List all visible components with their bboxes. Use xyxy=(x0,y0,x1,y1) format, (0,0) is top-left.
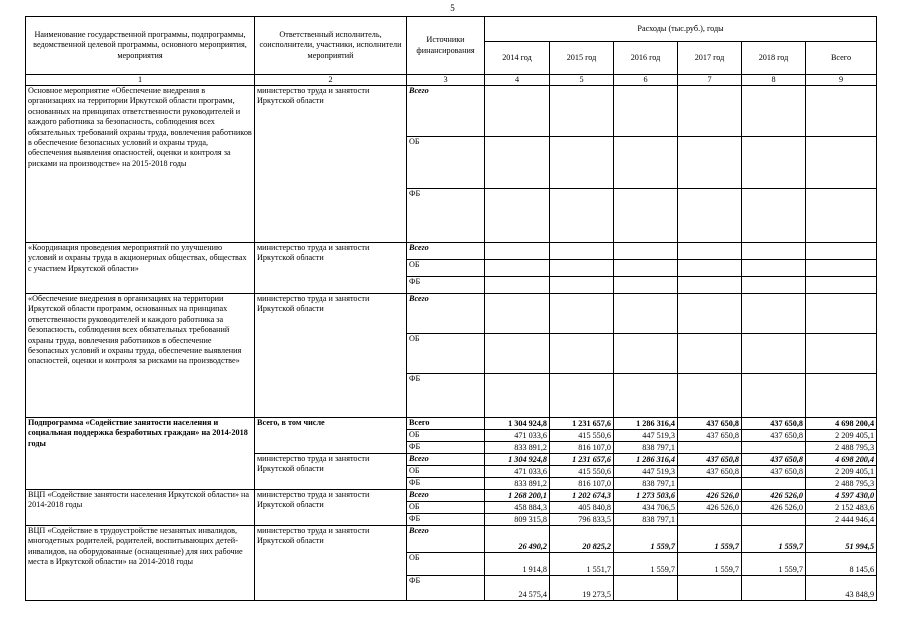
header-year-2016: 2016 год xyxy=(614,42,678,75)
value-cell: 809 315,8 xyxy=(485,514,550,526)
value-cell: 415 550,6 xyxy=(550,466,614,478)
value-cell: 1 559,7 xyxy=(614,526,678,553)
value-cell: 2 488 795,3 xyxy=(806,442,877,454)
value-cell: 447 519,3 xyxy=(614,466,678,478)
value-cell: 1 559,7 xyxy=(678,526,742,553)
value-cell: 1 231 657,6 xyxy=(550,418,614,430)
value-cell xyxy=(678,478,742,490)
source-fb: ФБ xyxy=(407,277,485,294)
source-total: Всего xyxy=(407,294,485,334)
source-fb: ФБ xyxy=(407,442,485,454)
source-total: Всего xyxy=(407,490,485,502)
row-executor: министерство труда и занятости Иркутской области xyxy=(255,294,407,418)
value-cell: 2 488 795,3 xyxy=(806,478,877,490)
value-cell: 1 559,7 xyxy=(742,526,806,553)
row-executor: министерство труда и занятости Иркутской области xyxy=(255,243,407,294)
value-cell: 1 231 657,6 xyxy=(550,454,614,466)
source-total: Всего xyxy=(407,86,485,137)
row-name: ВЦП «Содействие занятости населения Иркутской области» на 2014-2018 годы xyxy=(26,490,255,526)
value-cell: 838 797,1 xyxy=(614,442,678,454)
value-cell: 405 840,8 xyxy=(550,502,614,514)
value-cell: 838 797,1 xyxy=(614,514,678,526)
value-cell: 2 444 946,4 xyxy=(806,514,877,526)
header-executor: Ответственный исполнитель, соисполнители, участники, исполнители мероприятий xyxy=(255,17,407,75)
expenses-table xyxy=(25,16,877,601)
source-ob: ОБ xyxy=(407,334,485,374)
value-cell: 1 914,8 xyxy=(485,553,550,576)
header-year-2014: 2014 год xyxy=(485,42,550,75)
source-fb: ФБ xyxy=(407,478,485,490)
value-cell: 24 575,4 xyxy=(485,576,550,601)
source-ob: ОБ xyxy=(407,553,485,576)
value-cell: 1 304 924,8 xyxy=(485,454,550,466)
value-cell: 1 268 200,1 xyxy=(485,490,550,502)
row-name: ВЦП «Содействие в трудоустройстве незанятых инвалидов, многодетных родителей, родителей, воспитывающих детей-инвалидов, на оборудованные (оснащенные) для них рабочие места в Иркутской области» на 2014-2018 годы xyxy=(26,526,255,601)
value-cell: 4 597 430,0 xyxy=(806,490,877,502)
row-executor: Всего, в том числе xyxy=(255,418,407,454)
value-cell: 437 650,8 xyxy=(742,430,806,442)
header-name: Наименование государственной программы, подпрограммы, ведомственной целевой программы, основного мероприятия, мероприятия xyxy=(26,17,255,75)
value-cell: 833 891,2 xyxy=(485,442,550,454)
source-total: Всего xyxy=(407,454,485,466)
source-total: Всего xyxy=(407,418,485,430)
value-cell: 437 650,8 xyxy=(678,466,742,478)
value-cell: 838 797,1 xyxy=(614,478,678,490)
value-cell: 1 559,7 xyxy=(678,553,742,576)
value-cell: 796 833,5 xyxy=(550,514,614,526)
table-row xyxy=(26,490,877,502)
value-cell xyxy=(678,514,742,526)
source-ob: ОБ xyxy=(407,260,485,277)
value-cell: 426 526,0 xyxy=(742,490,806,502)
value-cell: 471 033,6 xyxy=(485,466,550,478)
value-cell: 447 519,3 xyxy=(614,430,678,442)
table-row xyxy=(26,526,877,553)
value-cell: 26 490,2 xyxy=(485,526,550,553)
value-cell: 437 650,8 xyxy=(678,418,742,430)
table-row xyxy=(26,294,877,334)
row-name: Основное мероприятие «Обеспечение внедрения в организациях на территории Иркутской области программ, основанных на принципах ответственности руководителей и каждого работника за безопасность, соблюдения всех обязательных требований охраны труда, вовлечения работников в обеспечение безопасных условий и охраны труда, обеспечения выявления опасностей, оценки и контроля за рисками на производстве» на 2015-2018 годы xyxy=(26,86,255,243)
page-number: 5 xyxy=(450,3,455,13)
source-ob: ОБ xyxy=(407,430,485,442)
source-ob: ОБ xyxy=(407,137,485,189)
value-cell: 19 273,5 xyxy=(550,576,614,601)
value-cell: 4 698 200,4 xyxy=(806,418,877,430)
value-cell: 8 145,6 xyxy=(806,553,877,576)
row-executor: министерство труда и занятости Иркутской области xyxy=(255,490,407,526)
value-cell: 437 650,8 xyxy=(742,466,806,478)
value-cell: 437 650,8 xyxy=(678,430,742,442)
value-cell: 20 825,2 xyxy=(550,526,614,553)
source-total: Всего xyxy=(407,526,485,553)
value-cell: 2 152 483,6 xyxy=(806,502,877,514)
value-cell: 1 286 316,4 xyxy=(614,418,678,430)
header-year-2018: 2018 год xyxy=(742,42,806,75)
col-number: 7 xyxy=(678,75,742,86)
value-cell: 426 526,0 xyxy=(742,502,806,514)
header-total: Всего xyxy=(806,42,877,75)
col-number: 9 xyxy=(806,75,877,86)
source-ob: ОБ xyxy=(407,502,485,514)
source-fb: ФБ xyxy=(407,576,485,601)
value-cell xyxy=(678,576,742,601)
value-cell: 471 033,6 xyxy=(485,430,550,442)
value-cell: 426 526,0 xyxy=(678,502,742,514)
value-cell: 43 848,9 xyxy=(806,576,877,601)
value-cell: 415 550,6 xyxy=(550,430,614,442)
header-expenses: Расходы (тыс.руб.), годы xyxy=(485,17,877,42)
value-cell: 437 650,8 xyxy=(742,454,806,466)
row-executor: министерство труда и занятости Иркутской области xyxy=(255,526,407,601)
value-cell: 1 304 924,8 xyxy=(485,418,550,430)
value-cell: 458 884,3 xyxy=(485,502,550,514)
value-cell: 1 559,7 xyxy=(742,553,806,576)
value-cell: 51 994,5 xyxy=(806,526,877,553)
header-year-2015: 2015 год xyxy=(550,42,614,75)
value-cell: 1 559,7 xyxy=(614,553,678,576)
value-cell: 426 526,0 xyxy=(678,490,742,502)
row-name: «Координация проведения мероприятий по улучшению условий и охраны труда в акционерных обществах, обществах с участием Иркутской области» xyxy=(26,243,255,294)
col-number: 3 xyxy=(407,75,485,86)
value-cell: 2 209 405,1 xyxy=(806,430,877,442)
value-cell xyxy=(742,514,806,526)
table-row xyxy=(26,86,877,137)
value-cell: 833 891,2 xyxy=(485,478,550,490)
row-executor: министерство труда и занятости Иркутской области xyxy=(255,454,407,490)
col-number: 5 xyxy=(550,75,614,86)
value-cell xyxy=(614,576,678,601)
row-executor: министерство труда и занятости Иркутской области xyxy=(255,86,407,243)
value-cell: 816 107,0 xyxy=(550,478,614,490)
value-cell: 1 551,7 xyxy=(550,553,614,576)
col-number: 4 xyxy=(485,75,550,86)
value-cell: 437 650,8 xyxy=(742,418,806,430)
value-cell: 434 706,5 xyxy=(614,502,678,514)
col-number: 6 xyxy=(614,75,678,86)
value-cell: 1 286 316,4 xyxy=(614,454,678,466)
source-fb: ФБ xyxy=(407,189,485,243)
col-number: 1 xyxy=(26,75,255,86)
col-number: 2 xyxy=(255,75,407,86)
value-cell: 2 209 405,1 xyxy=(806,466,877,478)
header-source: Источники финансирования xyxy=(407,17,485,75)
value-cell: 816 107,0 xyxy=(550,442,614,454)
value-cell: 1 273 503,6 xyxy=(614,490,678,502)
source-ob: ОБ xyxy=(407,466,485,478)
col-number: 8 xyxy=(742,75,806,86)
table-row xyxy=(26,418,877,430)
table-row xyxy=(26,243,877,260)
source-total: Всего xyxy=(407,243,485,260)
value-cell: 4 698 200,4 xyxy=(806,454,877,466)
row-name: «Обеспечение внедрения в организациях на территории Иркутской области программ, основанных на принципах ответственности руководителей и каждого работника за безопасность, соблюдения всех обязательных требований охраны труда, вовлечения работников в обеспечение безопасных условий и охраны труда, обеспечение выявления опасностей, оценки и контроля за рисками на производстве» xyxy=(26,294,255,418)
value-cell xyxy=(742,478,806,490)
source-fb: ФБ xyxy=(407,514,485,526)
value-cell xyxy=(742,576,806,601)
value-cell xyxy=(742,442,806,454)
value-cell: 1 202 674,3 xyxy=(550,490,614,502)
value-cell: 437 650,8 xyxy=(678,454,742,466)
row-name: Подпрограмма «Содействие занятости населения и социальная поддержка безработных граждан» на 2014-2018 годы xyxy=(26,418,255,490)
source-fb: ФБ xyxy=(407,374,485,418)
value-cell xyxy=(678,442,742,454)
header-year-2017: 2017 год xyxy=(678,42,742,75)
